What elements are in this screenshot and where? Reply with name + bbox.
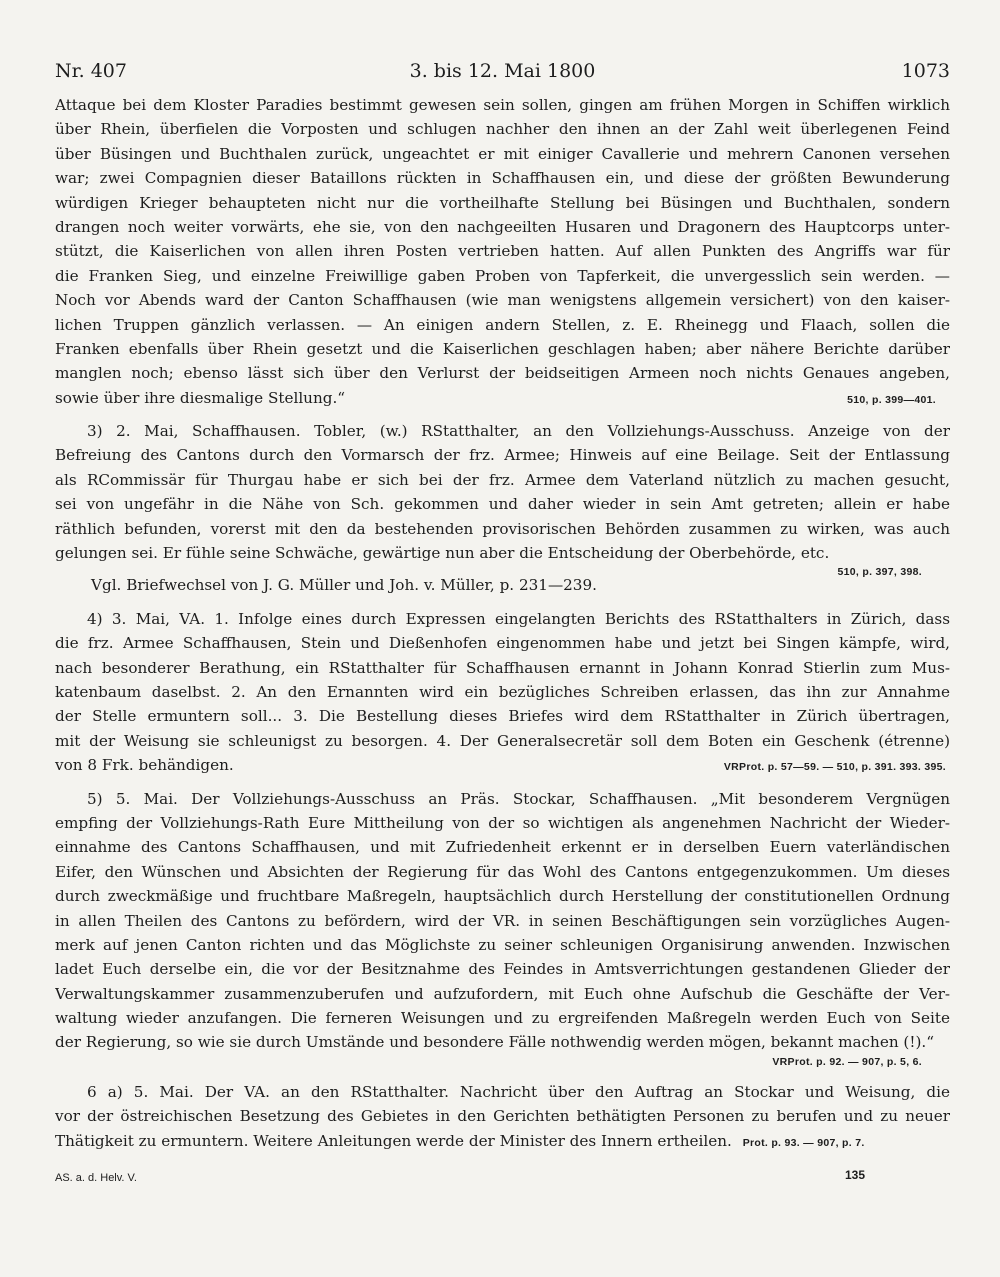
- document-body: [55, 93, 950, 1153]
- source-reference: VRProt. p. 57—59. — 510, p. 391. 393. 395.: [723, 761, 946, 774]
- entry-6a: [55, 1080, 950, 1153]
- text-line: einnahme des Cantons Schaffhausen, und mit Zufriedenheit erkennt er in derselben Euern vaterländischen: [55, 838, 950, 857]
- text-line: Franken ebenfalls über Rhein gesetzt und die Kaiserlichen geschlagen haben; aber nähere Berichte darüber: [55, 339, 950, 358]
- text-line: Befreiung des Cantons durch den Vormarsch der frz. Armee; Hinweis auf eine Beilage. Seit der Entlassung: [55, 446, 950, 465]
- text-line: waltung wieder anzufangen. Die ferneren Weisungen und zu ergreifenden Maßregeln werden Euch von Seite: [55, 1009, 950, 1028]
- text-line: ladet Euch derselbe ein, die vor der Besitznahme des Feindes in Amtsverrichtungen gestandenen Glieder der: [55, 960, 950, 979]
- text-line: 4) 3. Mai, VA. 1. Infolge eines durch Expressen eingelangten Berichts des RStatthalters in Zürich, dass: [87, 609, 950, 628]
- running-header: [55, 60, 950, 84]
- document-page: [55, 0, 950, 1277]
- text-line: Noch vor Abends ward der Canton Schaffhausen (wie man wenigstens allgemein versichert) von den kaiser-: [55, 291, 950, 310]
- text-line: merk auf jenen Canton richten und das Möglichste zu seiner schleunigen Organisirung anwenden. Inzwischen: [55, 935, 950, 954]
- text-line: vor der östreichischen Besetzung des Gebietes in den Gerichten bethätigten Personen zu berufen und zu neuer: [55, 1107, 950, 1126]
- text-line: empfing der Vollziehungs-Rath Eure Mittheilung von der so wichtigen als angenehmen Nachricht der Wieder-: [55, 813, 950, 832]
- text-line: mit der Weisung sie schleunigst zu besorgen. 4. Der Generalsecretär soll dem Boten ein Geschenk (étrenne): [55, 731, 950, 750]
- text-line: stützt, die Kaiserlichen von allen ihren Posten vertrieben hatten. Auf allen Punkten des Angriffs war für: [55, 242, 950, 261]
- source-abbreviation: AS. a. d. Helv. V.: [55, 1172, 137, 1184]
- text-line: von 8 Frk. behändigen.: [55, 756, 234, 775]
- text-line: nach besonderer Berathung, ein RStatthalter für Schaffhausen ernannt in Johann Konrad Stierlin zum Mus-: [55, 658, 950, 677]
- entry-3: [55, 419, 950, 598]
- text-line: 3) 2. Mai, Schaffhausen. Tobler, (w.) RStatthalter, an den Vollziehungs-Ausschuss. Anzeige von der: [87, 422, 950, 441]
- text-line: als RCommissär für Thurgau habe er sich bei der frz. Armee dem Vaterland nützlich zu machen gesucht,: [55, 470, 950, 489]
- source-reference: VRProt. p. 92. — 907, p. 5, 6.: [772, 1055, 922, 1068]
- text-line: Attaque bei dem Kloster Paradies bestimmt gewesen sein sollen, gingen am frühen Morgen in Schiffen wirklich: [55, 96, 950, 114]
- paragraph-continuation: [55, 93, 950, 410]
- text-line: 5) 5. Mai. Der Vollziehungs-Ausschuss an Präs. Stockar, Schaffhausen. „Mit besonderem Vergnügen: [87, 789, 950, 808]
- text-line: drangen noch weiter vorwärts, ehe sie, von den nachgeeilten Husaren und Dragonern des Hauptcorps unter-: [55, 217, 950, 236]
- page-number: 1073: [901, 60, 950, 82]
- entry-5: [55, 787, 950, 1067]
- comparison-note: Vgl. Briefwechsel von J. G. Müller und Joh. v. Müller, p. 231—239.: [91, 576, 597, 595]
- text-line: der Stelle ermuntern soll... 3. Die Bestellung dieses Briefes wird dem RStatthalter in Zürich übertragen,: [55, 707, 950, 726]
- sheet-signature: 135: [845, 1168, 866, 1182]
- text-line: die frz. Armee Schaffhausen, Stein und Dießenhofen eingenommen habe und jetzt bei Singen kämpfe, wird,: [55, 634, 950, 653]
- source-reference: 510, p. 399—401.: [847, 393, 936, 406]
- text-line: in allen Theilen des Cantons zu befördern, wird der VR. in seinen Beschäftigungen sein vorzügliches Augen-: [55, 911, 950, 930]
- text-line: katenbaum daselbst. 2. An den Ernannten wird ein bezügliches Schreiben erlassen, das ihn zur Annahme: [55, 682, 950, 701]
- text-line: der Regierung, so wie sie durch Umstände und besondere Fälle nothwendig werden mögen, bekannt machen (!).“: [55, 1033, 934, 1052]
- text-line-with-reference: [55, 1129, 950, 1153]
- text-line: über Rhein, überfielen die Vorposten und schlugen nachher den ihnen an der Zahl weit überlegenen Feind: [55, 120, 950, 139]
- source-reference: 510, p. 397, 398.: [837, 566, 922, 579]
- text-line: sowie über ihre diesmalige Stellung.“: [55, 388, 346, 407]
- text-line: würdigen Krieger behaupteten nicht nur die vortheilhafte Stellung bei Büsingen und Buchthalen, sondern: [55, 193, 950, 212]
- text-line: gelungen sei. Er fühle seine Schwäche, gewärtige nun aber die Entscheidung der Oberbehörde, etc.: [55, 544, 830, 563]
- text-line: lichen Truppen gänzlich verlassen. — An einigen andern Stellen, z. E. Rheinegg und Flaach, sollen die: [55, 315, 950, 334]
- text-line: Thätigkeit zu ermuntern. Weitere Anleitungen werde der Minister des Innern ertheilen.: [55, 1131, 732, 1150]
- text-line: manglen noch; ebenso lässt sich über den Verlurst der beidseitigen Armeen noch nichts Genaues angeben,: [55, 364, 950, 383]
- source-reference: Prot. p. 93. — 907, p. 7.: [742, 1136, 865, 1149]
- text-line: sei von ungefähr in die Nähe von Sch. gekommen und daher wieder in sein Amt getreten; allein er habe: [55, 495, 950, 514]
- text-line: durch zweckmäßige und fruchtbare Maßregeln, hauptsächlich durch Herstellung der constitutionellen Ordnung: [55, 887, 950, 906]
- text-line: Eifer, den Wünschen und Absichten der Regierung für das Wohl des Cantons entgegenzukommen. Um dieses: [55, 862, 950, 881]
- page-footer: [55, 1168, 950, 1188]
- text-line-with-reference: [55, 386, 950, 410]
- source-reference-line: [55, 1053, 950, 1067]
- text-line: Verwaltungskammer zusammenzuberufen und aufzufordern, mit Euch ohne Aufschub die Geschäfte der Ver-: [55, 984, 950, 1003]
- text-line: über Büsingen und Buchthalen zurück, ungeachtet er mit einiger Cavallerie und mehrern Canonen versehen: [55, 144, 950, 163]
- text-line: war; zwei Compagnien dieser Bataillons rückten in Schaffhausen ein, und diese der größten Bewunderung: [55, 169, 950, 188]
- date-range: 3. bis 12. Mai 1800: [409, 60, 596, 82]
- text-line: 6 a) 5. Mai. Der VA. an den RStatthalter. Nachricht über den Auftrag an Stockar und Weisung, die: [87, 1082, 950, 1101]
- text-line: die Franken Sieg, und einzelne Freiwillige gaben Proben von Tapferkeit, die unvergesslich sein werden. —: [55, 266, 950, 285]
- text-line-with-reference: [55, 753, 950, 777]
- text-line: räthlich befunden, vorerst mit den da bestehenden provisorischen Behörden zusammen zu wirken, was auch: [55, 519, 950, 538]
- entry-4: [55, 607, 950, 778]
- document-number: Nr. 407: [55, 60, 127, 82]
